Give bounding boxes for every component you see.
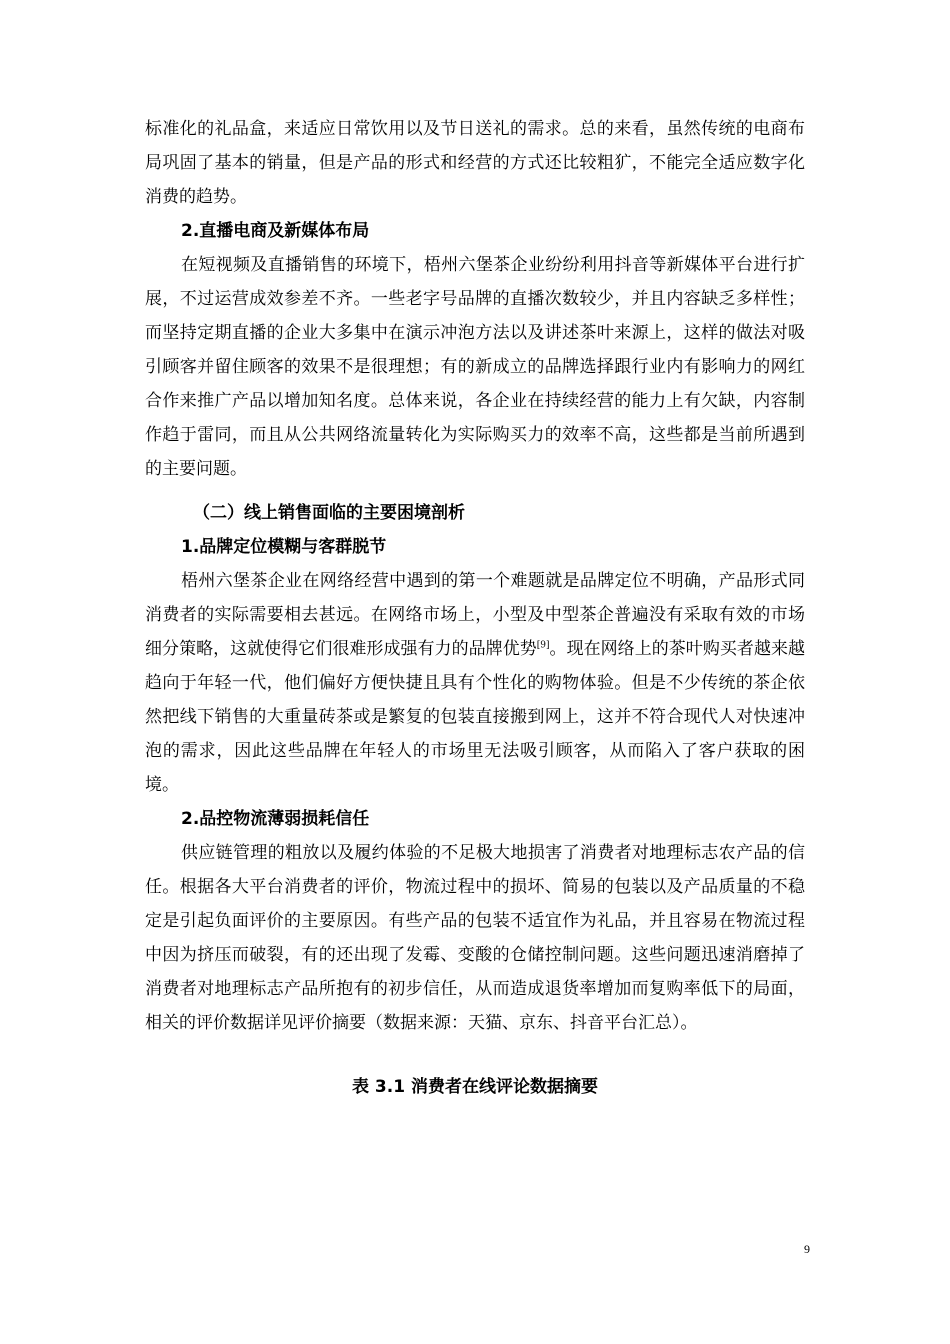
paragraph-continued: 标准化的礼品盒，来适应日常饮用以及节日送礼的需求。总的来看，虽然传统的电商布局巩固了基本的销量，但是产品的形式和经营的方式还比较粗犷，不能完全适应数字化消费的趋势。: [145, 119, 805, 207]
table-caption: 表 3.1 消费者在线评论数据摘要: [352, 1077, 598, 1097]
subheading-logistics: 2.品控物流薄弱损耗信任: [181, 809, 370, 829]
document-body: [145, 112, 805, 1104]
subheading-live-commerce: 2.直播电商及新媒体布局: [181, 221, 370, 241]
page-number: 9: [804, 1242, 810, 1256]
paragraph-logistics: 供应链管理的粗放以及履约体验的不足极大地损害了消费者对地理标志农产品的信任。根据各大平台消费者的评价，物流过程中的损坏、简易的包装以及产品质量的不稳定是引起负面评价的主要原因。有些产品的包装不适宜作为礼品，并且容易在物流过程中因为挤压而破裂，有的还出现了发霉、变酸的仓储控制问题。这些问题迅速消磨掉了消费者对地理标志产品所抱有的初步信任，从而造成退货率增加而复购率低下的局面，相关的评价数据详见评价摘要（数据来源：天猫、京东、抖音平台汇总）。: [145, 843, 805, 1033]
section-heading-difficulties: （二）线上销售面临的主要困境剖析: [193, 503, 465, 523]
citation-marker: [9]: [536, 640, 550, 651]
paragraph-brand-part1: 梧州六堡茶企业在网络经营中遇到的第一个难题就是品牌定位不明确，产品形式同消费者的实际需要相去甚远。在网络市场上，小型及中型茶企普遍没有采取有效的市场细分策略，这就使得它们很难形成强有力的品牌优势: [145, 571, 805, 659]
paragraph-live-commerce: 在短视频及直播销售的环境下，梧州六堡茶企业纷纷利用抖音等新媒体平台进行扩展，不过运营成效参差不齐。一些老字号品牌的直播次数较少，并且内容缺乏多样性；而坚持定期直播的企业大多集中在演示冲泡方法以及讲述茶叶来源上，这样的做法对吸引顾客并留住顾客的效果不是很理想；有的新成立的品牌选择跟行业内有影响力的网红合作来推广产品以增加知名度。总体来说，各企业在持续经营的能力上有欠缺，内容制作趋于雷同，而且从公共网络流量转化为实际购买力的效率不高，这些都是当前所遇到的主要问题。: [145, 255, 805, 479]
paragraph-brand-positioning: [145, 564, 805, 802]
paragraph-brand-part2: 。现在网络上的茶叶购买者越来越趋向于年轻一代，他们偏好方便快捷且具有个性化的购物体验。但是不少传统的茶企依然把线下销售的大重量砖茶或是繁复的包装直接搬到网上，这并不符合现代人对快速冲泡的需求，因此这些品牌在年轻人的市场里无法吸引顾客，从而陷入了客户获取的困境。: [145, 639, 806, 795]
subheading-brand-positioning: 1.品牌定位模糊与客群脱节: [181, 537, 387, 557]
